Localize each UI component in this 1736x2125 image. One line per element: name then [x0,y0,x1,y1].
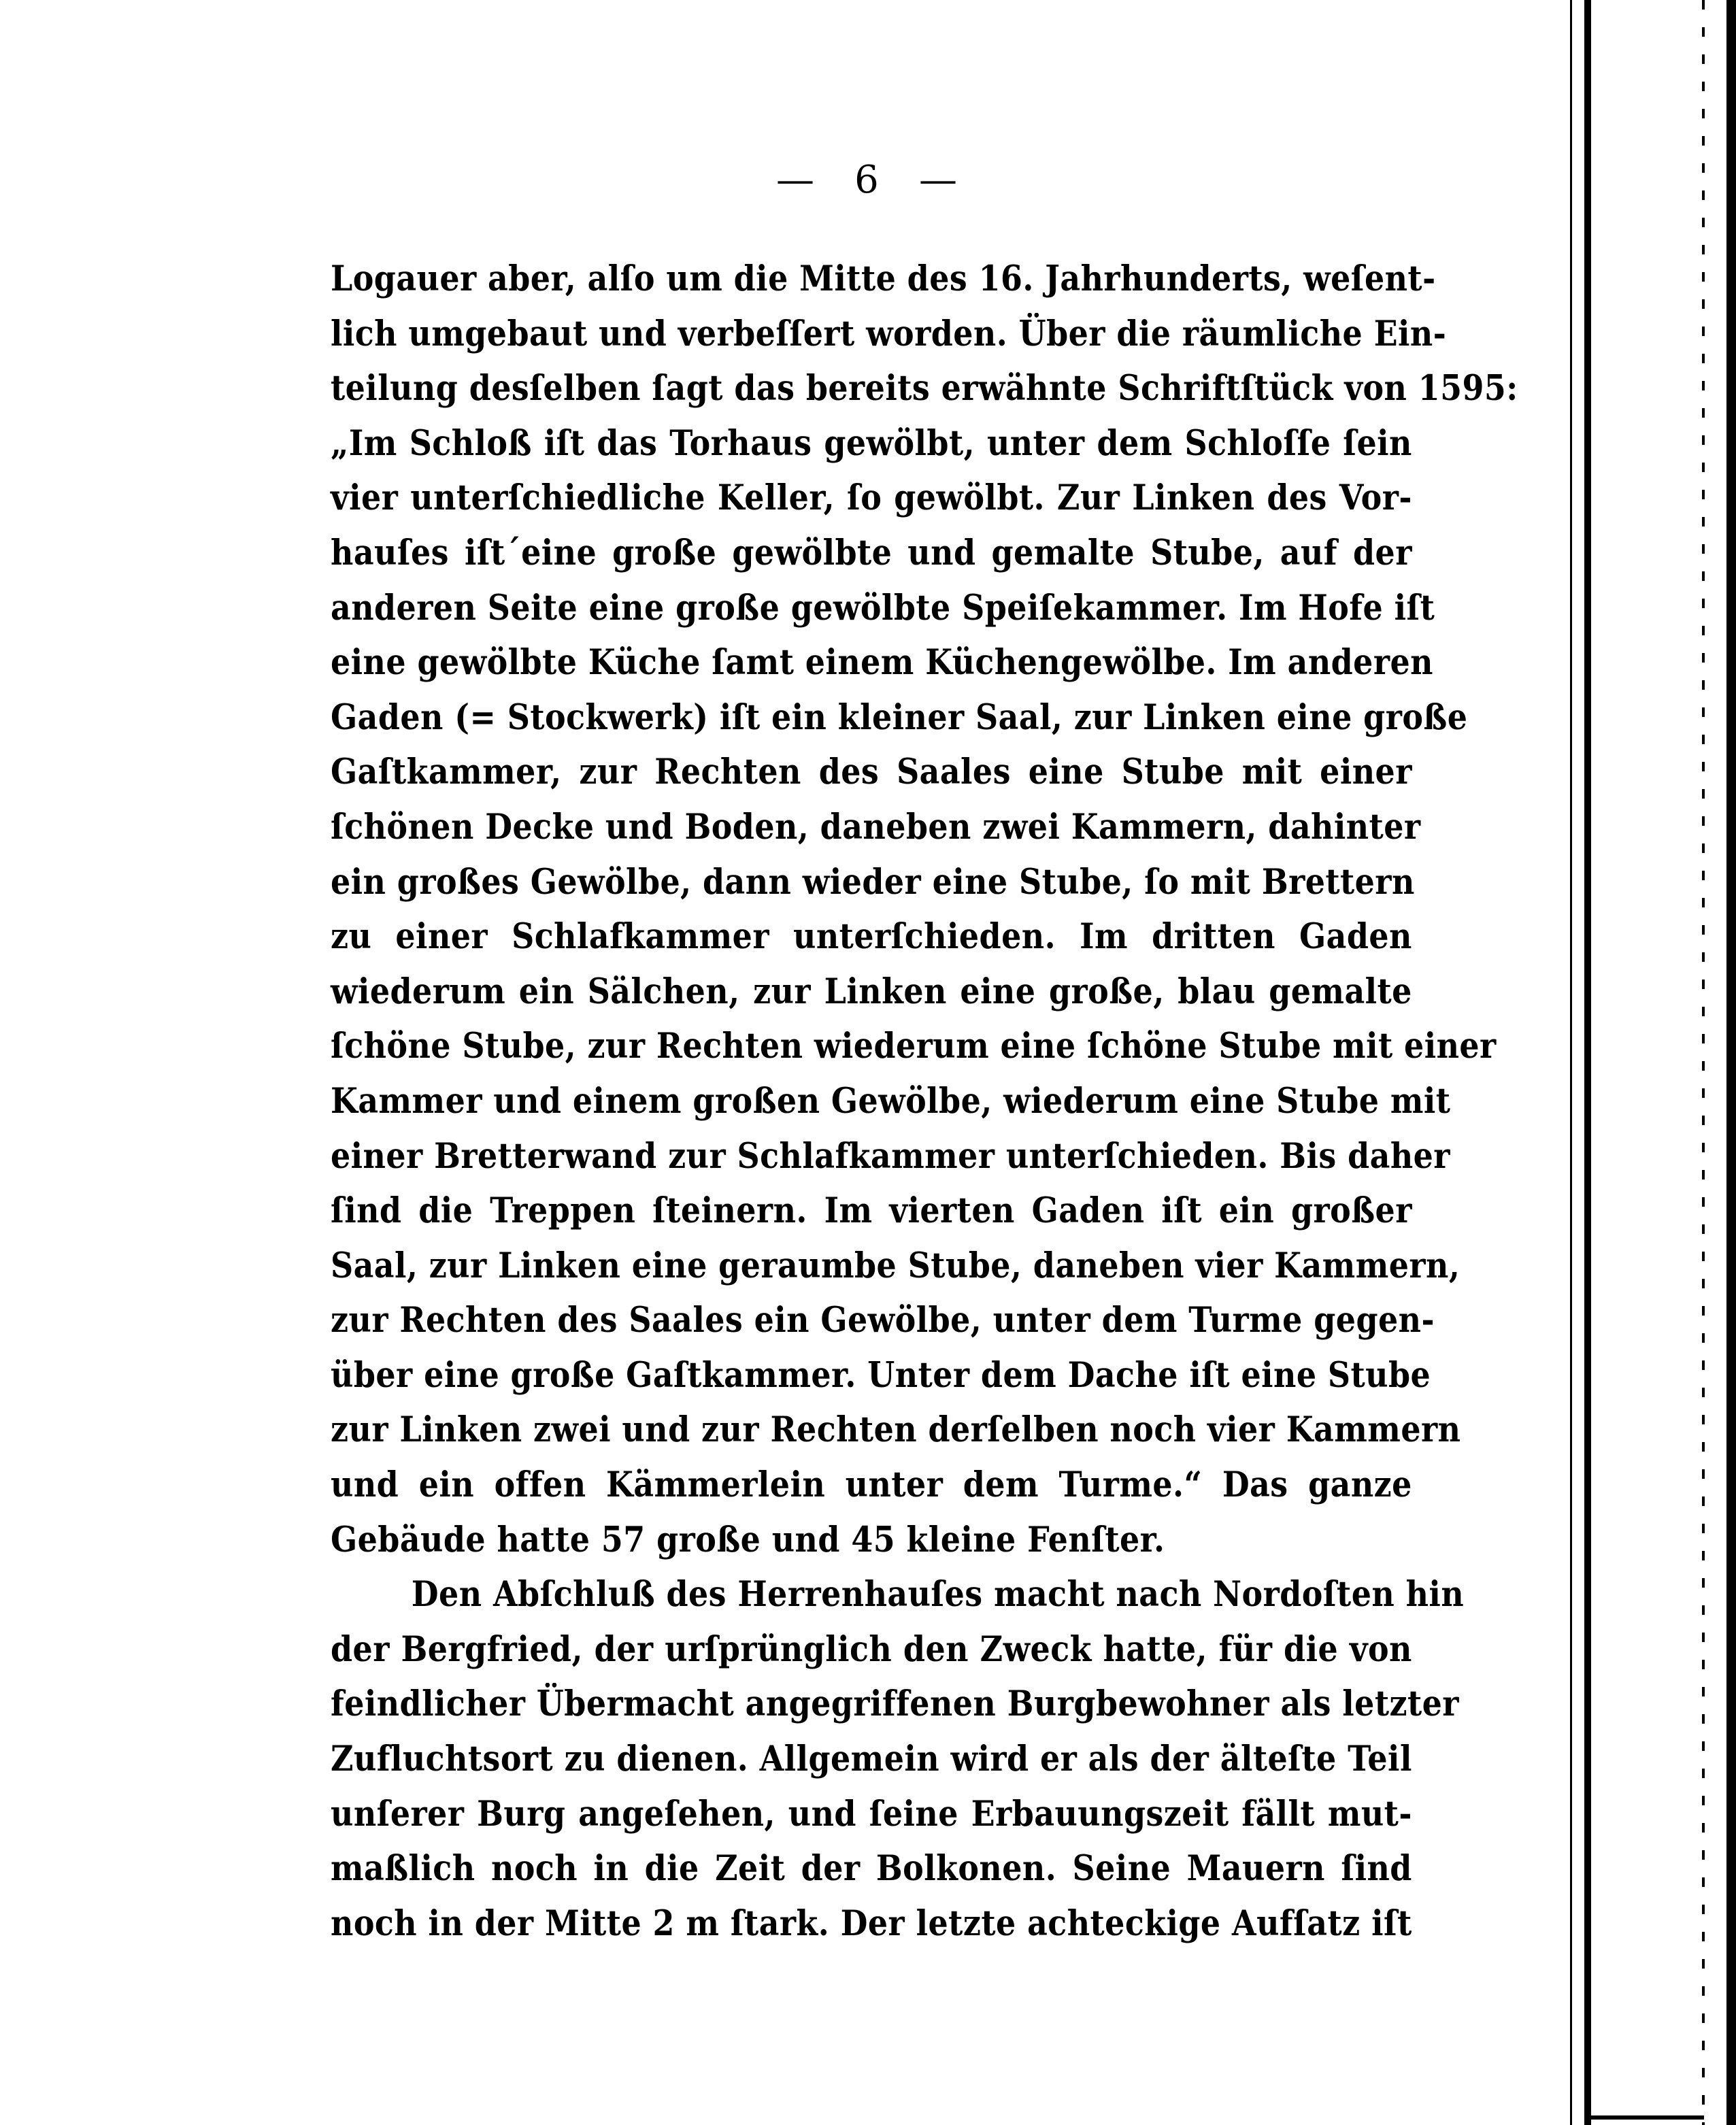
text-line-15: ſchöne Stube, zur Rechten wiederum eine ſchöne Stube mit einer [331,1026,1497,1067]
text-line-30: maßlich noch in die Zeit der Bolkonen. Seine Mauern ſind [331,1848,1412,1890]
text-line-23: und ein offen Kämmerlein unter dem Turme.“ Das ganze [331,1465,1412,1506]
text-line-25: Den Abſchluß des Herrenhauſes macht nach Nordoſten hin [411,1574,1465,1616]
text-line-1: Logauer aber, alſo um die Mitte des 16. Jahrhunderts, weſent- [331,258,1436,299]
text-line-2: lich umgebaut und verbeſſert worden. Über die räumliche Ein- [331,313,1447,354]
text-line-17: einer Bretterwand zur Schlafkammer unterſchieden. Bis daher [331,1135,1450,1177]
text-line-19: Saal, zur Linken eine geraumbe Stube, daneben vier Kammern, [331,1245,1460,1286]
text-line-18: ſind die Treppen ſteinern. Im vierten Gaden iſt ein großer [331,1190,1412,1232]
text-line-5: vier unterſchiedliche Keller, ſo gewölbt. Zur Linken des Vor- [331,478,1412,519]
page-number [0,158,1736,202]
text-line-16: Kammer und einem großen Gewölbe, wiederum eine Stube mit [331,1080,1451,1122]
text-line-24: Gebäude hatte 57 große und 45 kleine Fenſter. [331,1519,1165,1560]
text-line-26: der Bergfried, der urſprünglich den Zweck hatte, für die von [331,1628,1412,1670]
text-line-6: hauſes iſt´eine große gewölbte und gemalte Stube, auf der [331,532,1412,573]
text-line-14: wiederum ein Sälchen, zur Linken eine große, blau gemalte [331,971,1412,1012]
text-line-9: Gaden (= Stockwerk) iſt ein kleiner Saal, zur Linken eine große [331,697,1468,738]
text-line-28: Zufluchtsort zu dienen. Allgemein wird er als der älteſte Teil [331,1739,1412,1780]
page-number-value: 6 [854,158,882,202]
text-line-10: Gaſtkammer, zur Rechten des Saales eine Stube mit einer [331,752,1412,793]
body-text [331,252,1518,1951]
page-stack-line [1570,0,1572,2125]
text-line-13: zu einer Schlafkammer unterſchieden. Im dritten Gaden [331,916,1412,958]
scan-border-band [1726,0,1736,2125]
page-number-dash-right: — [919,158,960,202]
text-line-21: über eine große Gaſtkammer. Unter dem Dache iſt eine Stube [331,1354,1431,1396]
text-line-7: anderen Seite eine große gewölbte Speiſekammer. Im Hofe iſt [331,587,1435,629]
text-line-20: zur Rechten des Saales ein Gewölbe, unter dem Turme gegen- [331,1300,1435,1341]
text-line-4: „Im Schloß iſt das Torhaus gewölbt, unter dem Schloſſe ſein [331,422,1412,464]
text-line-31: noch in der Mitte 2 m ſtark. Der letzte achteckige Aufſatz iſt [331,1903,1412,1944]
page-edge-band [1584,0,1591,2125]
scan-speckle-line [1702,0,1705,2125]
text-line-27: feindlicher Übermacht angegriffenen Burgbewohner als letzter [331,1684,1459,1725]
text-line-12: ein großes Gewölbe, dann wieder eine Stube, ſo mit Brettern [331,861,1415,903]
text-line-8: eine gewölbte Küche ſamt einem Küchengewölbe. Im anderen [331,642,1433,684]
text-line-22: zur Linken zwei und zur Rechten derſelben noch vier Kammern [331,1409,1461,1451]
text-line-3: teilung desſelben ſagt das bereits erwähnte Schriftſtück von 1595: [331,368,1518,409]
text-line-29: unſerer Burg angeſehen, und ſeine Erbauungszeit fällt mut- [331,1793,1412,1835]
page-number-dash-left: — [776,158,817,202]
text-line-11: ſchönen Decke und Boden, daneben zwei Kammern, dahinter [331,806,1421,848]
page-bottom-edge [1588,2115,1704,2120]
